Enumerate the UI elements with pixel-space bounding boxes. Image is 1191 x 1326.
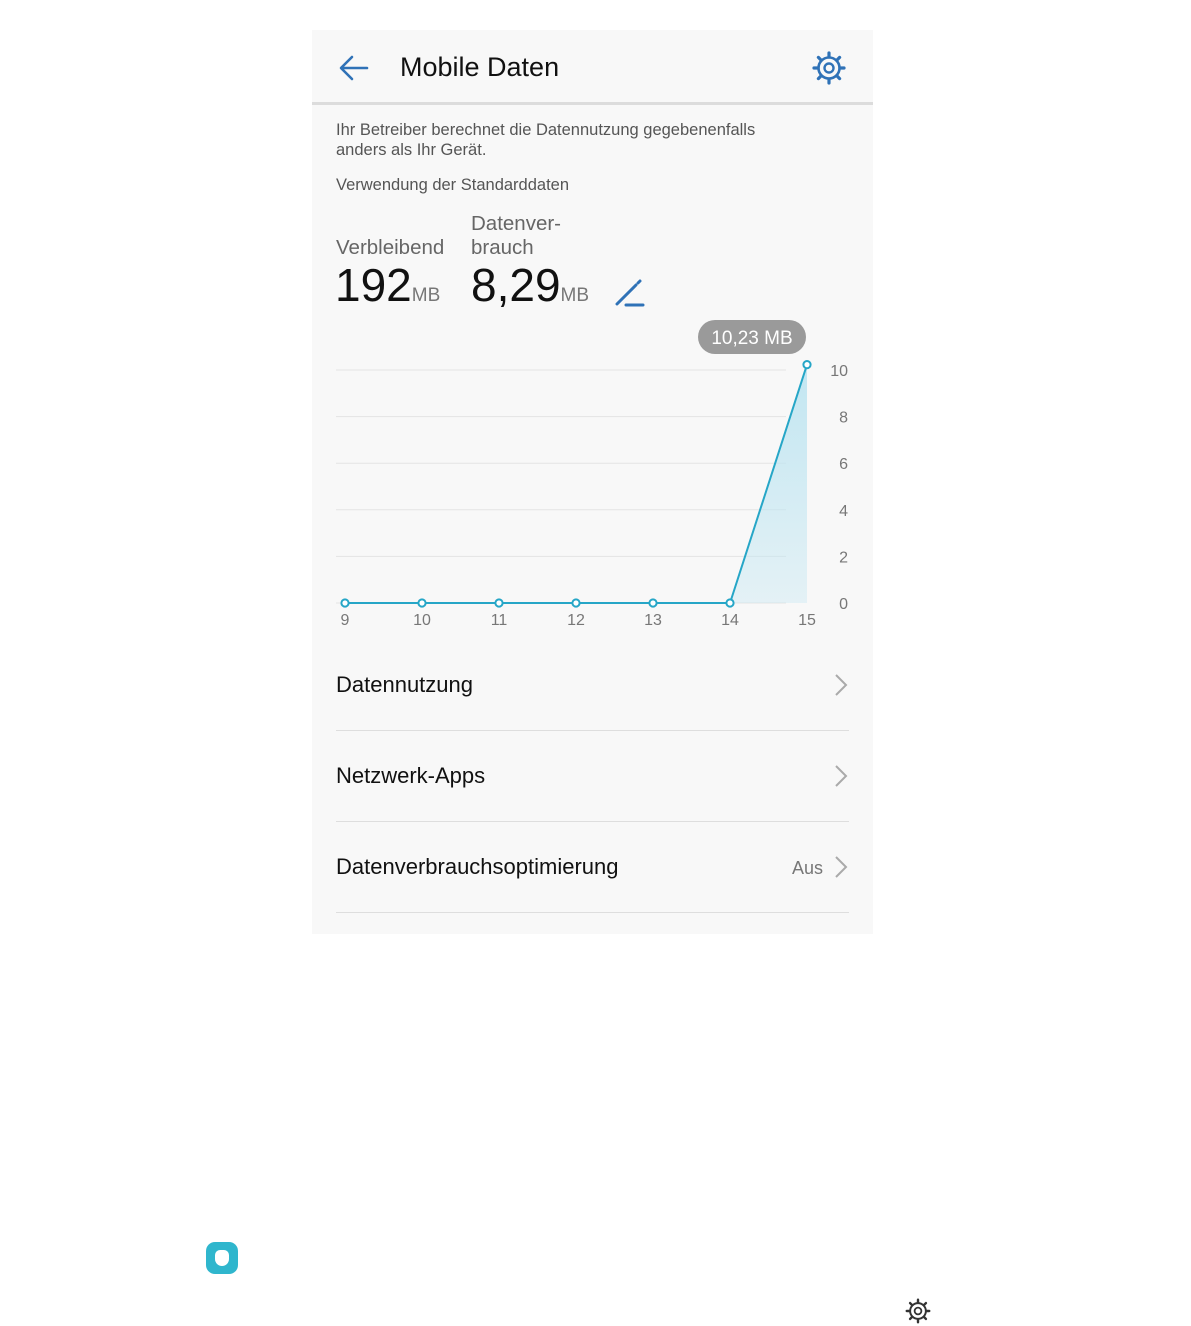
usage-line [345,365,807,603]
page-title: Mobile Daten [400,52,560,82]
data-point [495,599,502,606]
y-tick-label: 8 [839,409,848,427]
y-tick-label: 4 [839,502,848,520]
gear-icon[interactable] [903,1296,933,1326]
usage-label: Datenver- brauch [471,212,562,259]
y-tick-label: 10 [830,363,848,380]
x-tick-label: 13 [644,612,662,629]
data-point [726,599,733,606]
y-tick-label: 6 [839,456,848,474]
menu-item-datennutzung[interactable] [336,640,849,732]
usage-number: 8,29 [471,259,561,311]
arrow-left-icon [334,48,374,88]
remaining-value [335,260,440,321]
data-point [649,599,656,606]
x-tick-label: 14 [721,612,739,629]
gear-icon [809,48,849,88]
section-title: Verwendung der Standarddaten [336,176,570,194]
x-tick-label: 11 [490,612,508,629]
usage-unit: MB [560,285,590,306]
shield-shape [215,1250,229,1266]
shield-app-icon[interactable] [206,1242,238,1274]
tooltip-label: 10,23 MB [711,328,793,349]
menu-item-label: Datennutzung [336,672,473,697]
usage-chart [312,318,873,638]
x-tick-label: 12 [567,612,585,629]
chevron-right-icon [833,854,849,880]
settings-button[interactable] [809,48,849,88]
mobile-data-screen [312,30,873,934]
data-point [341,599,348,606]
data-point [418,599,425,606]
remaining-label: Verbleibend [336,236,445,259]
menu-item-netzwerk-apps[interactable] [336,731,849,823]
title-bar [312,30,873,105]
chevron-right-icon [833,672,849,698]
edit-usage-button[interactable] [612,276,646,310]
x-tick-label: 10 [413,612,431,629]
menu-item-label: Datenverbrauchsoptimierung [336,854,619,879]
y-tick-label: 2 [839,549,848,567]
carrier-note: Ihr Betreiber berechnet die Datennutzung gegebenenfalls anders als Ihr Gerät. [336,121,756,159]
usage-value [471,260,589,321]
back-button[interactable] [334,48,374,88]
x-tick-label: 15 [798,612,816,629]
y-tick-label: 0 [839,596,848,613]
chevron-right-icon [833,763,849,789]
pencil-icon [612,276,646,310]
data-point [572,599,579,606]
divider [336,912,849,913]
x-tick-label: 9 [340,612,350,629]
menu-item-value: Aus [791,858,823,878]
remaining-number: 192 [335,259,412,311]
menu-item-datenverbrauchsoptimierung[interactable] [336,822,849,914]
remaining-unit: MB [411,285,441,306]
menu-item-label: Netzwerk-Apps [336,763,486,788]
data-point [803,361,810,368]
usage-area [345,365,807,603]
